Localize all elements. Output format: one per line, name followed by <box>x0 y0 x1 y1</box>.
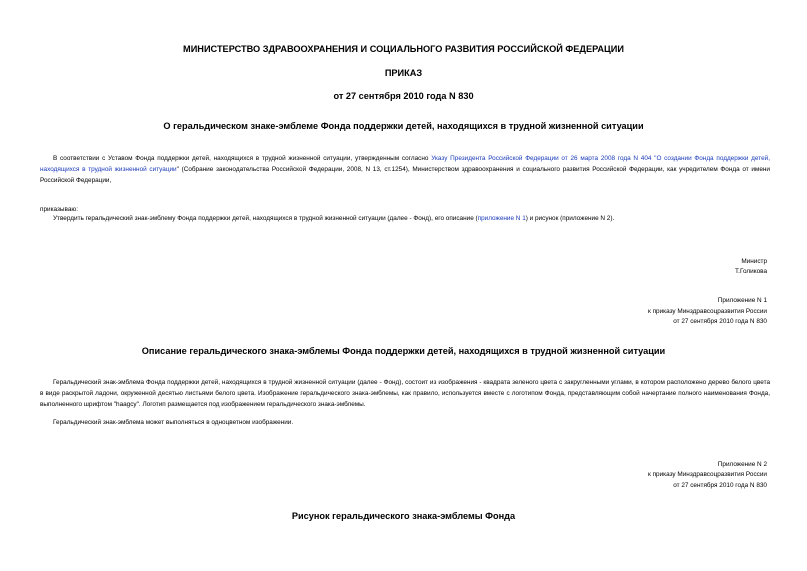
appendix1-title: Описание геральдического знака-эмблемы Фонда поддержки детей, находящихся в трудной жизненной ситуации <box>141 346 666 356</box>
preamble-paragraph <box>40 153 770 186</box>
appendix1-paragraph-1: Геральдический знак-эмблема Фонда поддержки детей, находящихся в трудной жизненной ситуации (далее - Фонд), состоит из изображения - квадрата зеленого цвета с закругленными углами, в котором расположено дерево белого цвета в виде раскрытой ладони, окруженной десятью листьями белого цвета. Изображение геральдического знака-эмблемы, как правило, используется вместе с логотипом Фонда, представляющим собой начертание полного наименования Фонда, выполненного шрифтом "haagcy". Логотип размещается под изображением геральдического знака-эмблемы. <box>40 379 770 408</box>
decree-link[interactable]: Указу Президента Российской Федерации от 26 марта 2008 года N 404 "О создании Фонда поддержки детей, находящихся в трудной жизненной ситуации <box>40 155 770 173</box>
preamble-text-1: В соответствии с Уставом Фонда поддержки детей, находящихся в трудной жизненной ситуации, утвержденным согласно <box>53 155 432 162</box>
doc-type-heading: ПРИКАЗ <box>384 68 423 78</box>
order-item-text-2: ) и рисунок (приложение N 2). <box>525 215 615 222</box>
signature-position: Министр <box>741 258 767 265</box>
appendix2-date: от 27 сентября 2010 года N 830 <box>673 482 767 489</box>
order-item-text-1: Утвердить геральдический знак-эмблему Фонда поддержки детей, находящихся в трудной жизненной ситуации (далее - Фонд), его описание ( <box>53 215 478 222</box>
appendix1-link[interactable]: приложение N 1 <box>477 215 526 222</box>
signature-name: Т.Голикова <box>734 268 767 275</box>
order-title: О геральдическом знаке-эмблеме Фонда поддержки детей, находящихся в трудной жизненной ситуации <box>163 121 644 131</box>
ministry-heading: МИНИСТЕРСТВО ЗДРАВООХРАНЕНИЯ И СОЦИАЛЬНОГО РАЗВИТИЯ РОССИЙСКОЙ ФЕДЕРАЦИИ <box>183 44 624 54</box>
prikazyvayu-label: приказываю: <box>40 206 78 213</box>
order-item-paragraph <box>40 213 770 224</box>
appendix2-title: Рисунок геральдического знака-эмблемы Фонда <box>291 511 516 521</box>
appendix1-paragraph-2: Геральдический знак-эмблема может выполняться в одноцветном изображении. <box>53 419 294 426</box>
order-date-number: от 27 сентября 2010 года N 830 <box>333 91 474 101</box>
appendix1-date: от 27 сентября 2010 года N 830 <box>673 318 767 325</box>
appendix1-label: Приложение N 1 <box>717 297 767 304</box>
appendix1-ref: к приказу Минздравсоцразвития России <box>648 308 767 315</box>
appendix2-label: Приложение N 2 <box>717 461 767 468</box>
preamble-text-2: " (Собрание законодательства Российской Федерации, 2008, N 13, ст.1254), Министерством здравоохранения и социального развития Российской Федерации, как учредителем Фонда от имени Российской Федерации, <box>40 166 770 184</box>
appendix2-ref: к приказу Минздравсоцразвития России <box>648 471 767 478</box>
